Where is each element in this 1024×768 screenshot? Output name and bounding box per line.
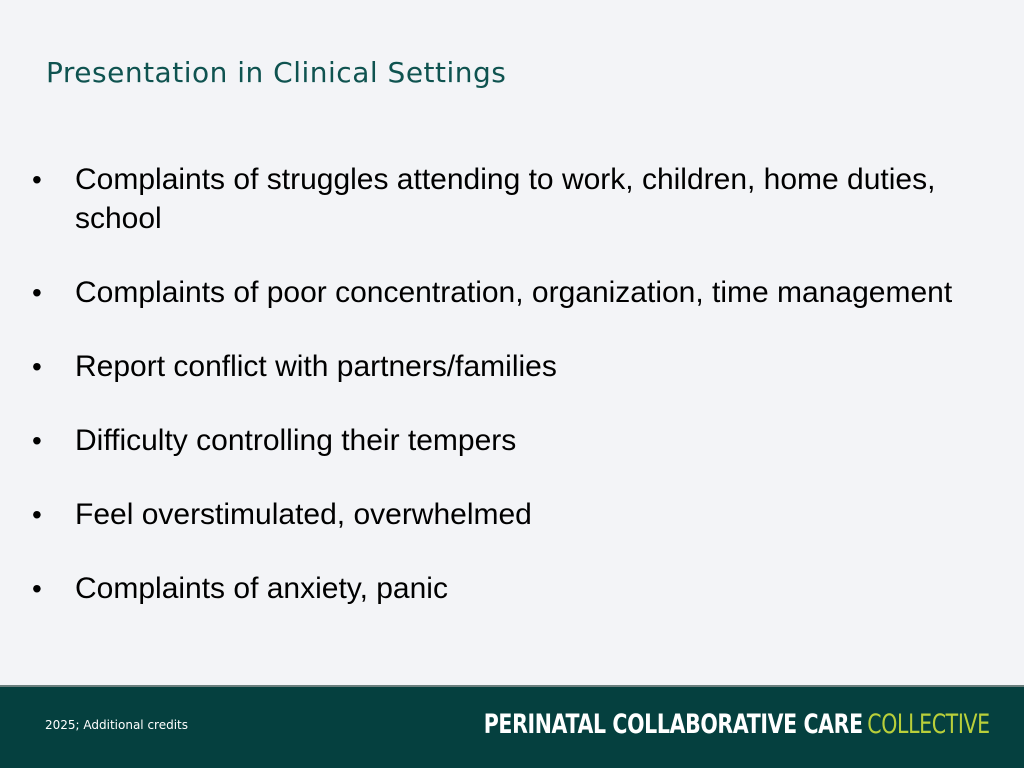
- bullet-dot-icon: •: [32, 499, 42, 530]
- bullet-item: [32, 347, 982, 386]
- bullet-item: [32, 273, 982, 312]
- bullet-text: Complaints of struggles attending to work, children, home duties, school: [75, 163, 936, 235]
- bullet-item: [32, 421, 982, 460]
- bullet-dot-icon: •: [32, 573, 42, 604]
- bullet-item: [32, 495, 982, 534]
- brand-logo: [484, 709, 990, 741]
- slide-title: Presentation in Clinical Settings: [46, 56, 507, 89]
- bullet-item: [32, 569, 982, 608]
- bullet-text: Complaints of anxiety, panic: [75, 572, 448, 605]
- brand-name-main: PERINATAL COLLABORATIVE CARE: [484, 709, 864, 740]
- bullet-dot-icon: •: [32, 425, 42, 456]
- bullet-text: Report conflict with partners/families: [75, 350, 557, 383]
- bullet-list: [32, 160, 982, 608]
- bullet-text: Difficulty controlling their tempers: [75, 424, 517, 457]
- bullet-text: Complaints of poor concentration, organization, time management: [75, 276, 953, 309]
- bullet-item: [32, 160, 982, 238]
- footer-credits: 2025; Additional credits: [45, 718, 189, 732]
- bullet-text: Feel overstimulated, overwhelmed: [75, 498, 532, 531]
- bullet-dot-icon: •: [32, 277, 42, 308]
- bullet-dot-icon: •: [32, 351, 42, 382]
- footer-bar: [0, 685, 1024, 768]
- bullet-dot-icon: •: [32, 164, 42, 195]
- brand-name-accent: COLLECTIVE: [867, 709, 990, 740]
